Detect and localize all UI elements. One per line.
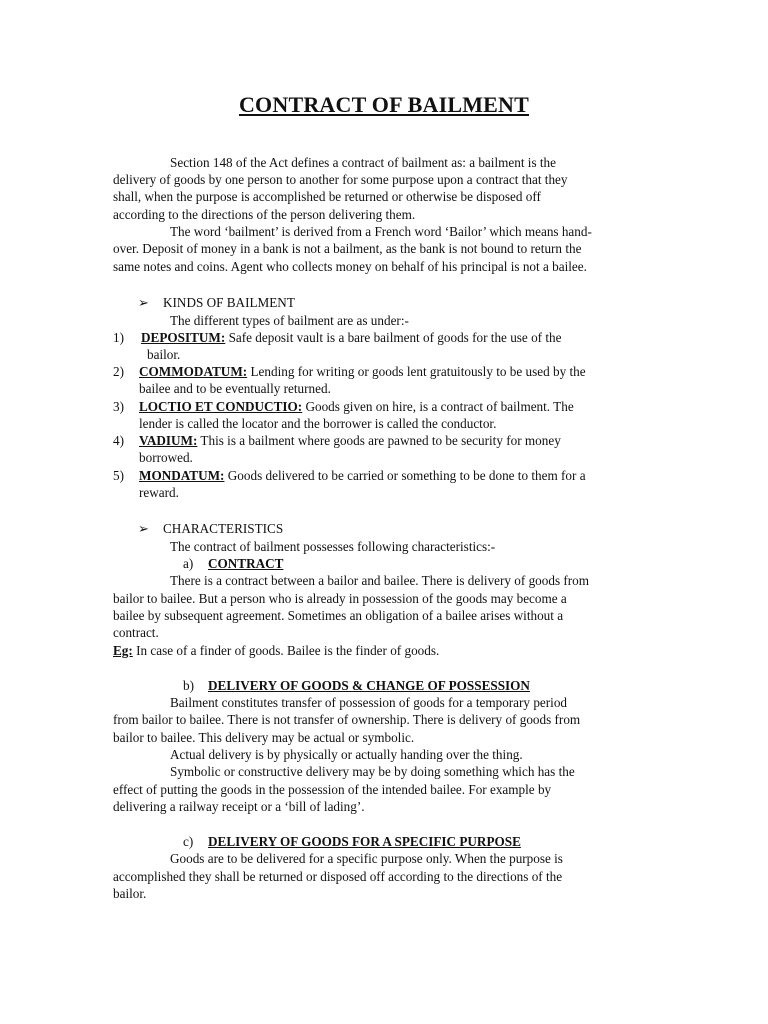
char-b-p1-line-1: Bailment constitutes transfer of possession of goods for a temporary period: [170, 695, 568, 710]
kinds-item-1: DEPOSITUM: Safe deposit vault is a bare bailment of goods for the use of the: [141, 330, 562, 345]
char-a-line-2: bailor to bailee. But a person who is already in possession of the goods may become a: [113, 591, 567, 606]
kinds-item-1-cont: bailor.: [147, 347, 181, 362]
kinds-item-3-cont: lender is called the locator and the borrower is called the conductor.: [139, 416, 497, 431]
char-b-p3-line-3: delivering a railway receipt or a ‘bill of lading’.: [113, 799, 365, 814]
kinds-item-3-term: LOCTIO ET CONDUCTIO:: [139, 399, 303, 414]
intro-p1-line-2: delivery of goods by one person to another for some purpose upon a contract that they: [113, 172, 568, 187]
kinds-item-2-number: 2): [113, 364, 124, 379]
intro-p1-line-3: shall, when the purpose is accomplished be returned or otherwise be disposed off: [113, 189, 541, 204]
char-c-line-1: Goods are to be delivered for a specific purpose only. When the purpose is: [170, 851, 563, 866]
kinds-item-3: LOCTIO ET CONDUCTIO: Goods given on hire, is a contract of bailment. The: [139, 399, 574, 414]
char-a-line-1: There is a contract between a bailor and bailee. There is delivery of goods from: [170, 573, 590, 588]
char-a-heading: CONTRACT: [208, 556, 284, 571]
kinds-item-1-term: DEPOSITUM:: [141, 330, 226, 345]
characteristics-heading: CHARACTERISTICS: [163, 521, 284, 536]
char-b-label: b): [183, 678, 194, 693]
char-b-p3-line-1: Symbolic or constructive delivery may be by doing something which has the: [170, 764, 575, 779]
char-c-line-2: accomplished they shall be returned or disposed off according to the directions of the: [113, 869, 563, 884]
char-a-label: a): [183, 556, 194, 571]
char-b-p1-line-2: from bailor to bailee. There is not transfer of ownership. There is delivery of goods from: [113, 712, 581, 727]
char-a-line-3: bailee by subsequent agreement. Sometimes an obligation of a bailee arises without a: [113, 608, 564, 623]
char-c-label: c): [183, 834, 194, 849]
char-c-line-3: bailor.: [113, 886, 147, 901]
char-a-example: Eg: In case of a finder of goods. Bailee is the finder of goods.: [113, 643, 440, 658]
kinds-item-4: VADIUM: This is a bailment where goods are pawned to be security for money: [139, 433, 561, 448]
kinds-item-2-term: COMMODATUM:: [139, 364, 248, 379]
kinds-item-4-cont: borrowed.: [139, 450, 193, 465]
kinds-item-2: COMMODATUM: Lending for writing or goods lent gratuitously to be used by the: [139, 364, 586, 379]
char-a-eg-label: Eg:: [113, 643, 133, 658]
kinds-item-5-number: 5): [113, 468, 124, 483]
char-a-line-4: contract.: [113, 625, 159, 640]
kinds-heading: KINDS OF BAILMENT: [163, 295, 295, 310]
characteristics-lead: The contract of bailment possesses following characteristics:-: [170, 539, 496, 554]
kinds-item-5-cont: reward.: [139, 485, 179, 500]
kinds-item-5-term: MONDATUM:: [139, 468, 225, 483]
kinds-item-2-cont: bailee and to be eventually returned.: [139, 381, 331, 396]
document-title: CONTRACT OF BAILMENT: [238, 92, 530, 117]
intro-p1-line-4: according to the directions of the person delivering them.: [113, 207, 416, 222]
kinds-bullet-icon: ➢: [138, 295, 150, 310]
kinds-lead: The different types of bailment are as under:-: [170, 313, 409, 328]
char-b-p2: Actual delivery is by physically or actually handing over the thing.: [170, 747, 523, 762]
characteristics-bullet-icon: ➢: [138, 521, 150, 536]
intro-p1-line-1: Section 148 of the Act defines a contract of bailment as: a bailment is the: [170, 155, 556, 170]
char-b-p1-line-3: bailor to bailee. This delivery may be actual or symbolic.: [113, 730, 415, 745]
intro-p2-line-2: over. Deposit of money in a bank is not a bailment, as the bank is not bound to return the: [113, 241, 582, 256]
kinds-item-3-number: 3): [113, 399, 124, 414]
char-b-p3-line-2: effect of putting the goods in the possession of the intended bailee. For example by: [113, 782, 552, 797]
kinds-item-4-number: 4): [113, 433, 124, 448]
kinds-item-4-term: VADIUM:: [139, 433, 198, 448]
kinds-item-1-number: 1): [113, 330, 124, 345]
intro-p2-line-1: The word ‘bailment’ is derived from a French word ‘Bailor’ which means hand-: [170, 224, 592, 239]
char-b-heading: DELIVERY OF GOODS & CHANGE OF POSSESSION: [208, 678, 530, 693]
kinds-item-5: MONDATUM: Goods delivered to be carried or something to be done to them for a: [139, 468, 586, 483]
char-c-heading: DELIVERY OF GOODS FOR A SPECIFIC PURPOSE: [208, 834, 521, 849]
intro-p2-line-3: same notes and coins. Agent who collects money on behalf of his principal is not a bailee.: [113, 259, 587, 274]
